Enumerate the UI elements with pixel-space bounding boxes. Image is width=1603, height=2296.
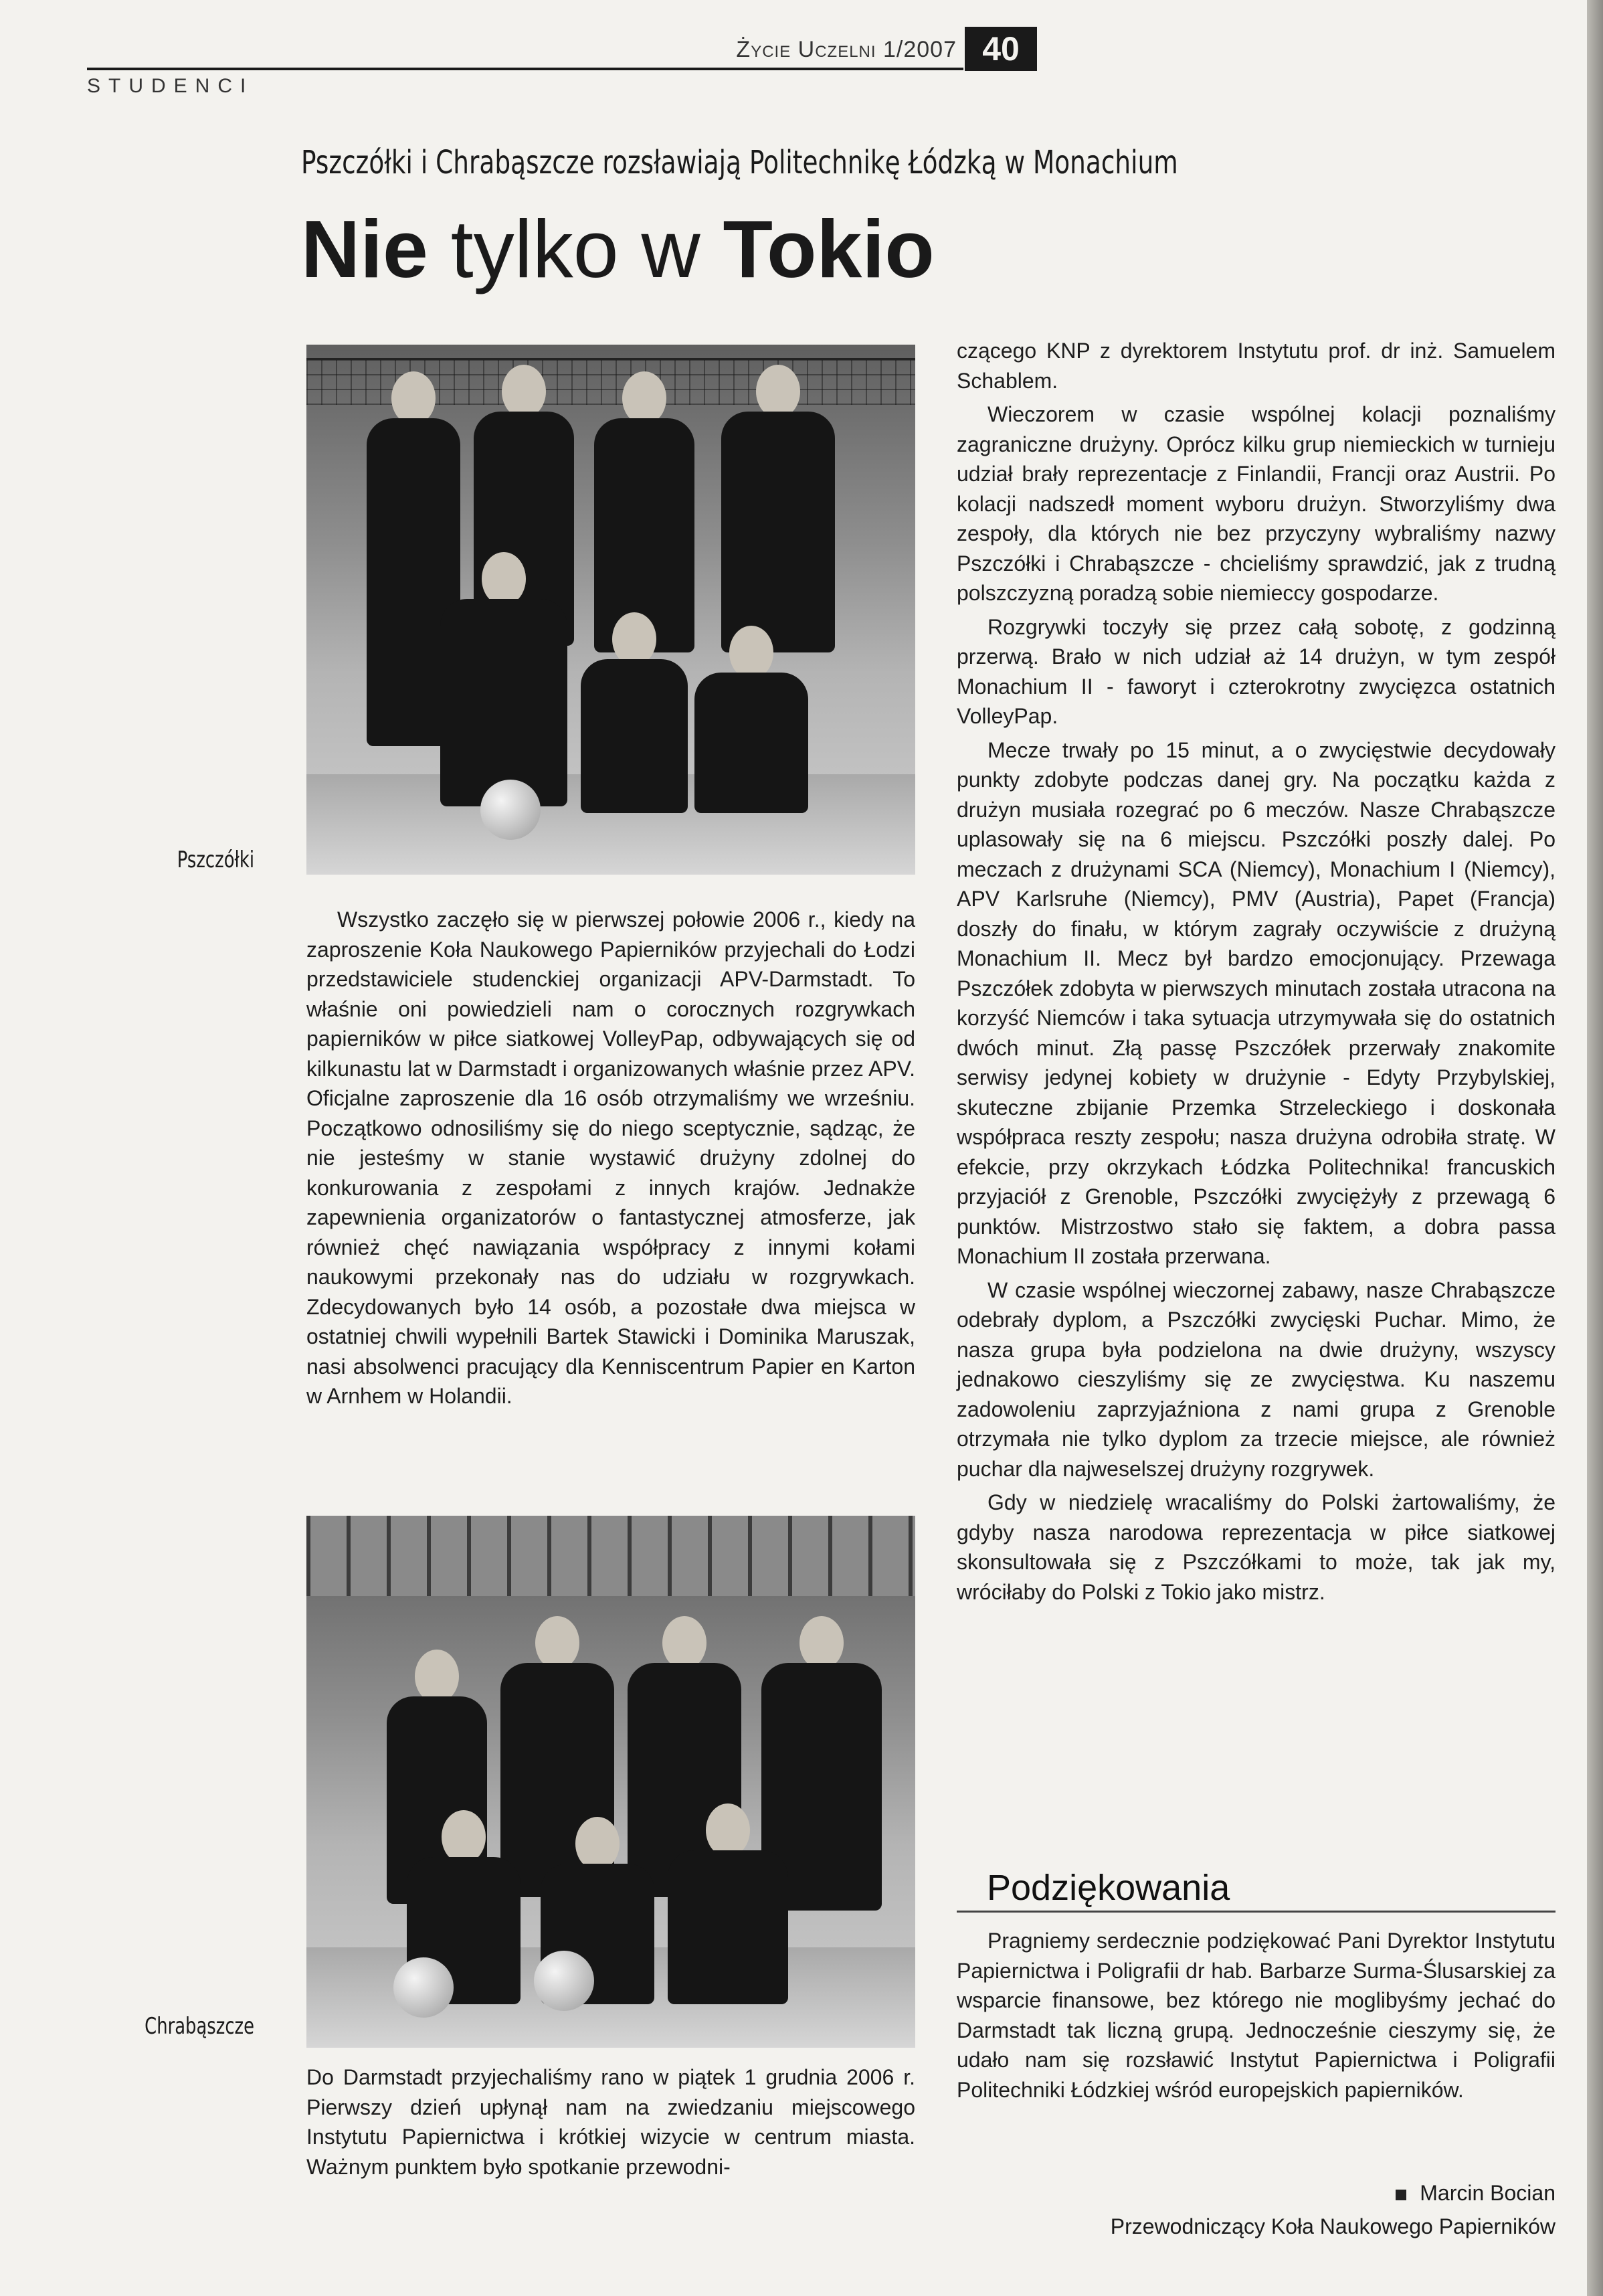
volleyball <box>393 1957 454 2018</box>
page-number: 40 <box>965 27 1037 71</box>
author-role: Przewodniczący Koła Naukowego Papierników <box>1110 2214 1555 2238</box>
thanks-heading: Podziękowania <box>987 1868 1230 1908</box>
paragraph: Wieczorem w czasie wspólnej kolacji poznaliśmy zagraniczne drużyny. Oprócz kilku grup niemieckich w turnieju udział brały reprezentacje z Finlandii, Francji oraz Austrii. Po kolacji nadszedł moment wyboru drużyn. Stworzyliśmy dwa zespoły, dla których nie bez przyczyny wybraliśmy nazwy Pszczółki i Chrabąszcze - chcieliśmy sprawdzić, jak z trudną polszczyzną poradzą sobie niemieccy gospodarze. <box>957 402 1555 605</box>
article-subtitle: Pszczółki i Chrabąszcze rozsławiają Politechnikę Łódzką w Monachium <box>301 144 1178 181</box>
player <box>668 1803 788 2004</box>
article-column-left-top <box>306 905 915 1415</box>
player <box>594 371 694 652</box>
photo-caption-chrabaszcze: Chrabąszcze <box>145 2013 254 2040</box>
net-top-band <box>306 358 915 360</box>
volleyball <box>480 780 541 840</box>
photo-caption-pszczolki: Pszczółki <box>177 847 254 873</box>
team-photo-pszczolki <box>306 345 915 875</box>
issue-label: Życie Uczelni 1/2007 <box>736 37 957 62</box>
paragraph: czącego KNP z dyrektorem Instytutu prof. dr inż. Samuelem Schablem. <box>957 339 1555 393</box>
paragraph: Mecze trwały po 15 minut, a o zwycięstwie decydowały punkty zdobyte podczas danej gry. Na początku każda z drużyn musiała rozegrać po 6 meczów. Nasze Chrabąszcze uplasowały się na 6 miejscu. Pszczółki poszły dalej. Po meczach z drużynami SCA (Niemcy), Monachium I (Niemcy), APV Karlsruhe (Niemcy), PMV (Austria), Papet (Francja) doszły do finału, w którym zagrały oczywiście z drużyną Monachium II. Mecz był bardzo emocjonujący. Przewaga Pszczółek zdobyta w pierwszych minutach została utracona na korzyść Niemców i taka sytuacja utrzymywała się do ostatnich dwóch minut. Złą passę Pszczółek przerwały znakomite serwisy jedynej kobiety w drużynie - Edyty Przybylskiej, skuteczne zbijanie Przemka Strzeleckiego i doskonała współpraca reszty zespołu; nasza drużyna odrobiła stratę. W efekcie, przy okrzykach Łódzka Politechnika! francuskich przyjaciół z Grenoble, Pszczółki zwyciężyły z przewagą 6 punktów. Mistrzostwo stało się faktem, a dobra passa Monachium II została przerwana. <box>957 737 1555 1268</box>
section-label: STUDENCI <box>87 75 254 97</box>
bullet-square-icon <box>1396 2190 1406 2200</box>
player <box>440 552 567 806</box>
article-title <box>301 204 935 294</box>
player <box>581 612 688 813</box>
header-rule <box>87 68 963 70</box>
player <box>721 365 835 652</box>
title-part-1: Nie <box>301 203 428 294</box>
paragraph: Do Darmstadt przyjechaliśmy rano w piątek 1 grudnia 2006 r. Pierwszy dzień upłynął nam na zwiedzaniu miejscowego Instytutu Papiernictwa i krótkiej wizycie w centrum miasta. Ważnym punktem było spotkanie przewodni- <box>306 2065 915 2179</box>
article-column-right <box>957 336 1555 1611</box>
team-photo-chrabaszcze <box>306 1516 915 2048</box>
paragraph: Wszystko zaczęło się w pierwszej połowie 2006 r., kiedy na zaproszenie Koła Naukowego Papierników przyjechali do Łodzi przedstawiciele studenckiej organizacji APV-Darmstadt. To właśnie oni powiedzieli nam o corocznych rozgrywkach papierników w piłce siatkowej VolleyPap, odbywających się od kilkunastu lat w Darmstadt i organizowanych właśnie przez APV. Oficjalne zaproszenie dla 16 osób otrzymaliśmy we wrześniu. Początkowo odnosiliśmy się do niego sceptycznie, sądząc, że nie jesteśmy w stanie wystawić drużyny zdolnej do konkurowania z zespołami z innych krajów. Jednakże zapewnienia organizatorów o fantastycznej atmosferze, jak również chęć nawiązania współpracy z innymi kołami naukowymi przekonały nas do udziału w rozgrywkach. Zdecydowanych było 14 osób, a pozostałe dwa miejsca w ostatniej chwili wypełnili Bartek Stawicki i Dominika Maruszak, nasi absolwenci pracujący dla Kenniscentrum Papier en Karton w Arnhem w Holandii. <box>306 907 915 1408</box>
paragraph: Rozgrywki toczyły się przez całą sobotę, z godzinną przerwą. Brało w nich udział aż 14 drużyn, w tym zespół Monachium II - faworyt i czterokrotny zwycięzca ostatnich VolleyPap. <box>957 614 1555 728</box>
title-part-2: tylko w <box>450 203 700 294</box>
paragraph: W czasie wspólnej wieczornej zabawy, nasze Chrabąszcze odebrały dyplom, a Pszczółki zwycięski Puchar. Mimo, że nasza grupa była podzielona na dwie drużyny, wszyscy jednakowo cieszyliśmy się ze zwycięstwa. Ku naszemu zadowoleniu zaprzyjaźniona z nami grupa z Grenoble otrzymała nie tylko dyplom za trzecie miejsce, ale również puchar dla najweselszej drużyny rozgrywek. <box>957 1277 1555 1481</box>
thanks-rule <box>957 1911 1555 1913</box>
paragraph: Gdy w niedzielę wracaliśmy do Polski żartowaliśmy, że gdyby nasza narodowa reprezentacja w piłce siatkowej skonsultowała się z Pszczółkami to może, tak jak my, wróciłaby do Polski z Tokio jako mistrz. <box>957 1490 1555 1604</box>
thanks-text <box>957 1926 1555 2109</box>
paragraph: Pragniemy serdecznie podziękować Pani Dyrektor Instytutu Papiernictwa i Poligrafii dr hab. Barbarze Surma-Ślusarskiej za wsparcie finansowe, bez którego nie moglibyśmy jechać do Darmstadt tak liczną grupą. Jednocześnie cieszymy się, że udało nam się rozsławić Instytut Papiernictwa i Poligrafii Politechniki Łódzkiej wśród europejskich papierników. <box>957 1929 1555 2102</box>
volleyball <box>534 1951 594 2011</box>
author-name: Marcin Bocian <box>1420 2181 1555 2205</box>
page-edge-shadow <box>1587 0 1603 2296</box>
title-part-3: Tokio <box>723 203 935 294</box>
player <box>694 626 808 813</box>
author-signature <box>957 2178 1555 2208</box>
gym-ceiling <box>306 1516 915 1596</box>
article-column-left-bottom <box>306 2062 915 2186</box>
